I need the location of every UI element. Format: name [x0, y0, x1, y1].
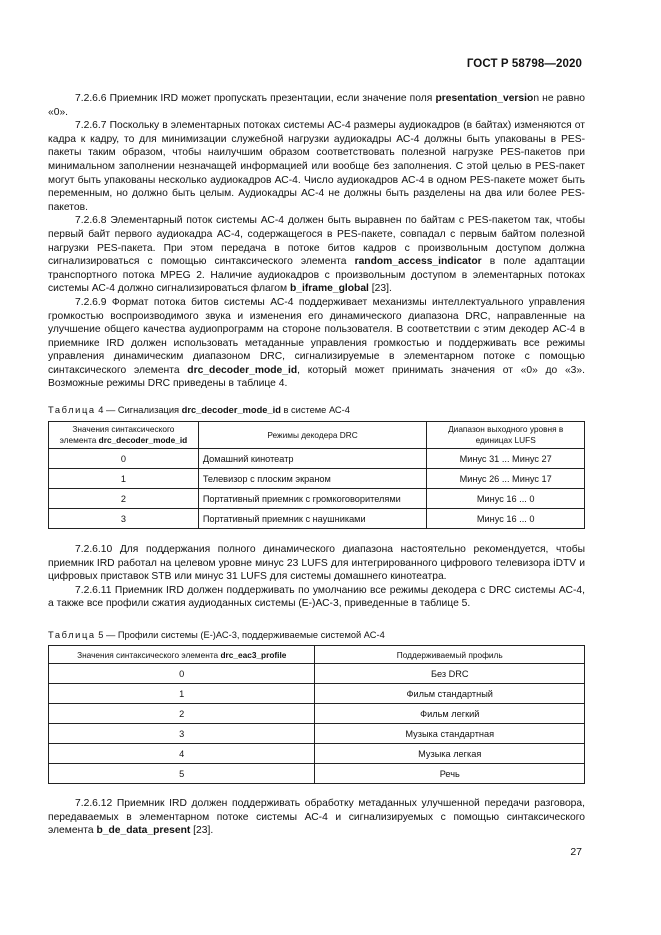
text-block-middle [48, 543, 585, 611]
table-header-row [49, 646, 585, 664]
table-row [49, 664, 585, 684]
cell-profile: Музыка легкая [315, 744, 585, 764]
table-drc-modes [48, 421, 585, 529]
paragraph-7-2-6-6: 7.2.6.6 Приемник IRD может пропускать презентации, если значение поля presentation_version не равно «0». [48, 93, 585, 118]
cell-value: 1 [49, 469, 199, 489]
cell-mode: Портативный приемник с наушниками [198, 509, 427, 529]
cell-value: 5 [49, 764, 315, 784]
paragraph-7-2-6-12: 7.2.6.12 Приемник IRD должен поддерживать обработку метаданных улучшенной передачи разговора, передаваемых в элементарном потоке системы АС-4 и сигнализируемых с помощью синтаксического элемента b_de_data_present [23]. [48, 798, 585, 837]
text-block-bottom [48, 797, 585, 838]
cell-value: 3 [49, 724, 315, 744]
paragraph-7-2-6-11: 7.2.6.11 Приемник IRD должен поддерживать по умолчанию все режимы декодера с DRC системы АС-4, а также все профили сжатия аудиоданных системы (Е-)АС-3, приведенные в таблице 5. [48, 584, 585, 610]
cell-value: 2 [49, 704, 315, 724]
paragraph-7-2-6-9: 7.2.6.9 Формат потока битов системы АС-4 поддерживает механизмы интеллектуального управления громкостью воспроизводимого звука и изменения его динамического диапазона DRC, направленные на улучшение общего качества аудиопрограмм на стороне пользователя. В соответствии с этим декодер АС-4 в приемнике IRD должен использовать метаданные управления громкостью и поддерживать все режимы управления динамическим диапазоном DRC, сигнализируемые в элементарном потоке с помощью синтаксического элемента drc_decoder_mode_id, который может принимать значения от «0» до «3». Возможные режимы DRC приведены в таблице 4. [48, 296, 585, 390]
cell-profile: Фильм легкий [315, 704, 585, 724]
table4-caption: Таблица 4 — Сигнализация drc_decoder_mode_id в системе АС-4 [48, 405, 350, 415]
paragraph-7-2-6-8: 7.2.6.8 Элементарный поток системы АС-4 должен быть выравнен по байтам с PES-пакетом так, чтобы первый байт первого аудиокадра АС-4, содержащегося в PES-пакете, совпадал с первым байтом полезной нагрузки PES-пакета. При этом передача в потоке битов кадров с произвольным доступом должна сигнализироваться с помощью синтаксического элемента random_access_indicator в поле адаптации транспортного потока MPEG 2. Наличие аудиокадров с произвольным доступом в элементарных потоках системы АС-4 должно сигнализироваться флагом b_iframe_global [23]. [48, 215, 585, 295]
table-row [49, 509, 585, 529]
table-eac3-profiles [48, 645, 585, 784]
table-row [49, 704, 585, 724]
col-header-mode: Режимы декодера DRC [198, 422, 427, 449]
table-row [49, 489, 585, 509]
table-row [49, 744, 585, 764]
cell-range: Минус 26 ... Минус 17 [427, 469, 585, 489]
table-header-row [49, 422, 585, 449]
cell-value: 2 [49, 489, 199, 509]
cell-range: Минус 16 ... 0 [427, 489, 585, 509]
cell-range: Минус 31 ... Минус 27 [427, 449, 585, 469]
cell-mode: Портативный приемник с громкоговорителями [198, 489, 427, 509]
page-number: 27 [570, 846, 582, 858]
cell-mode: Домашний кинотеатр [198, 449, 427, 469]
document-id: ГОСТ Р 58798—2020 [466, 58, 582, 70]
cell-profile: Музыка стандартная [315, 724, 585, 744]
cell-profile: Речь [315, 764, 585, 784]
table-row [49, 449, 585, 469]
col-header-value: Значения синтаксического элемента drc_decoder_mode_id [49, 422, 199, 449]
table-row [49, 469, 585, 489]
cell-mode: Телевизор с плоским экраном [198, 469, 427, 489]
text-block-top [48, 92, 585, 391]
cell-profile: Фильм стандартный [315, 684, 585, 704]
cell-value: 3 [49, 509, 199, 529]
cell-value: 0 [49, 449, 199, 469]
cell-value: 0 [49, 664, 315, 684]
col-header-range: Диапазон выходного уровня в единицах LUFS [427, 422, 585, 449]
col-header-value: Значения синтаксического элемента drc_eac3_profile [49, 646, 315, 664]
cell-profile: Без DRC [315, 664, 585, 684]
col-header-profile: Поддерживаемый профиль [315, 646, 585, 664]
cell-value: 4 [49, 744, 315, 764]
paragraph-7-2-6-7: 7.2.6.7 Поскольку в элементарных потоках системы АС-4 размеры аудиокадров (в байтах) изменяются от кадра к кадру, то для минимизации служебной нагрузки аудиокадры АС-4 должны быть упакованы в PES-пакеты таким образом, чтобы наилучшим образом соответствовать полезной нагрузке PES-пакетов при минимальном заполнении незначащей информацией или вообще без заполнения. С этой целью в PES-пакет могут быть упакованы несколько аудиокадров АС-4. Число аудиокадров АС-4 в одном PES-пакете может быть переменным, но должно быть целым. Аудиокадры АС-4 не должны быть разделены на два или более PES-пакетов. [48, 120, 585, 213]
cell-value: 1 [49, 684, 315, 704]
table-row [49, 764, 585, 784]
table-row [49, 724, 585, 744]
cell-range: Минус 16 ... 0 [427, 509, 585, 529]
table-row [49, 684, 585, 704]
paragraph-7-2-6-10: 7.2.6.10 Для поддержания полного динамического диапазона настоятельно рекомендуется, чтобы приемник IRD работал на целевом уровне минус 23 LUFS для интегрированного цифрового телевизора iDTV и цифровых приставок STB или минус 31 LUFS для системы домашнего кинотеатра. [48, 544, 585, 583]
table5-caption: Таблица 5 — Профили системы (Е-)АС-3, поддерживаемые системой АС-4 [48, 630, 385, 640]
